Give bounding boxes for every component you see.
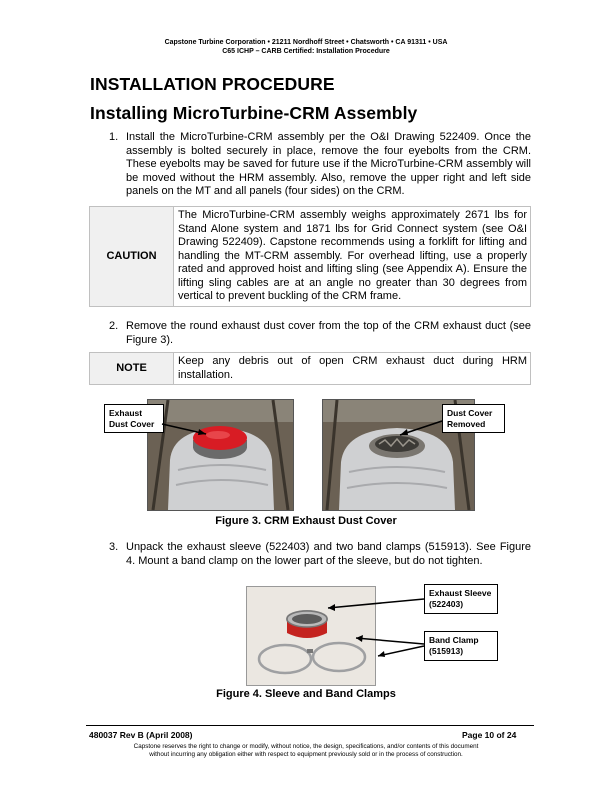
callout-exhaust-dust-cover-line2: Dust Cover: [109, 419, 155, 429]
step-3-number: 3.: [109, 541, 119, 553]
callout-exhaust-dust-cover: [104, 404, 164, 433]
callout-band-clamp: [424, 631, 498, 661]
step-3-text: Unpack the exhaust sleeve (522403) and two band clamps (515913). See Figure 4. Mount a band clamp on the lower part of the sleeve, but do not tighten.: [126, 541, 531, 567]
step-1-text: Install the MicroTurbine-CRM assembly per the O&I Drawing 522409. Once the assembly is bolted securely in place, remove the four eyebolts from the CRM. These eyebolts may be saved for future use if the MicroTurbine-CRM assembly will be moved without the HRM assembly. Also, remove the upper right and left side panels on the MT and all panels (four sides) on the CRM.: [126, 131, 531, 198]
caution-label: CAUTION: [90, 207, 174, 307]
callout-exhaust-sleeve-line1: Exhaust Sleeve: [429, 588, 492, 598]
callout-exhaust-sleeve-line2: (522403): [429, 599, 464, 609]
footer-rule: [86, 725, 534, 726]
callout-band-clamp-line2: (515913): [429, 646, 464, 656]
page-title: INSTALLATION PROCEDURE: [90, 74, 335, 94]
callout-dust-cover-removed-line2: Removed: [447, 419, 486, 429]
header-company-line: Capstone Turbine Corporation • 21211 Nordhoff Street • Chatsworth • CA 91311 • USA: [164, 39, 448, 46]
callout-arrow-left: [160, 420, 210, 440]
figure4-caption: Figure 4. Sleeve and Band Clamps: [216, 688, 396, 700]
callout-dust-cover-removed-line1: Dust Cover: [447, 408, 493, 418]
footer-disclaimer-line2: without incurring any obligation either with respect to equipment previously sold or in the process of construction.: [149, 751, 463, 758]
step-2-number: 2.: [109, 320, 119, 332]
callout-band-clamp-line1: Band Clamp: [429, 635, 479, 645]
step-1-number: 1.: [109, 131, 119, 143]
callout-dust-cover-removed: [442, 404, 505, 433]
figure3-caption: Figure 3. CRM Exhaust Dust Cover: [215, 515, 397, 527]
callout-exhaust-sleeve: [424, 584, 498, 614]
callout-arrow-right: [396, 418, 444, 440]
note-label: NOTE: [90, 353, 174, 385]
figure4-callout-arrows: [320, 590, 426, 660]
note-box: [89, 352, 531, 385]
figure3-photo-dust-cover: [147, 399, 294, 511]
header-doc-title: C65 ICHP – CARB Certified: Installation Procedure: [222, 48, 390, 55]
footer-doc-id: 480037 Rev B (April 2008): [89, 730, 193, 740]
caution-box: [89, 206, 531, 307]
footer-page-number: Page 10 of 24: [462, 730, 517, 740]
footer-disclaimer-line1: Capstone reserves the right to change or modify, without notice, the design, specifications, and/or contents of this document: [133, 743, 479, 750]
section-title: Installing MicroTurbine-CRM Assembly: [90, 103, 418, 123]
callout-exhaust-dust-cover-line1: Exhaust: [109, 408, 143, 418]
step-2-text: Remove the round exhaust dust cover from the top of the CRM exhaust duct (see Figure 3).: [126, 320, 531, 346]
caution-text: The MicroTurbine-CRM assembly weighs approximately 2671 lbs for Stand Alone system and 1871 lbs for Grid Connect system (see O&I Drawing 522409). Capstone recommends using a forklift for lifting and handling the MT-CRM assembly. For overhead lifting, use a properly rated and approved hoist and lifting sling (see Appendix A). Ensure the lifting sling cables are at an angle no greater than 30 degrees from vertical to prevent buckling of the CRM frame.: [174, 207, 531, 307]
note-text: Keep any debris out of open CRM exhaust duct during HRM installation.: [174, 353, 531, 385]
